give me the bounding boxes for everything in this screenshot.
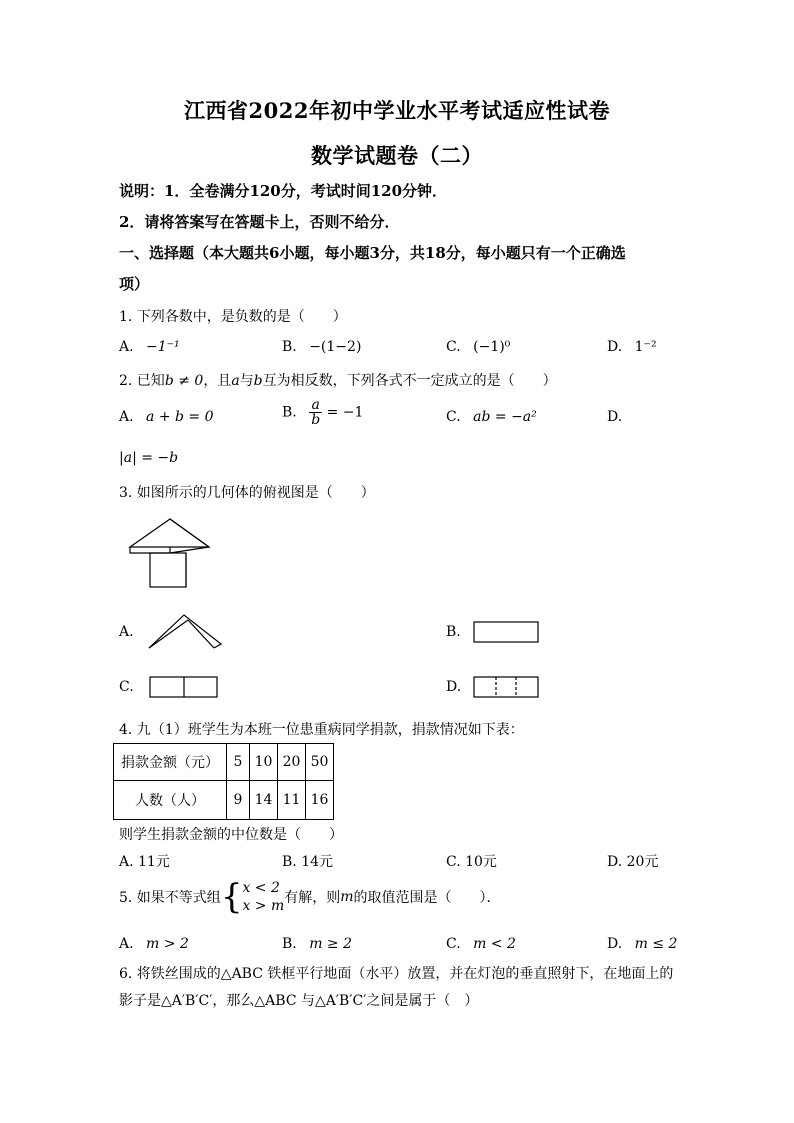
table-cell: 20 <box>278 744 306 781</box>
question-1-option-a[interactable] <box>119 339 180 355</box>
question-4-option-d[interactable]: D. 20元 <box>607 854 659 870</box>
question-6-line-1: 6. 将铁丝围成的△ABC 铁框平行地面（水平）放置，并在灯泡的垂直照射下，在地面上的 <box>119 966 674 982</box>
question-5-stem <box>119 877 501 917</box>
stem-text: 互为相反数，下列各式不一定成立的是（ ） <box>262 373 557 389</box>
instruction-line-2: 2．请将答案写在答题卡上，否则不给分． <box>119 213 400 231</box>
instruction-line-1: 说明：1．全卷满分120分，考试时间120分钟． <box>119 182 448 200</box>
question-3-option-b[interactable]: B. <box>446 624 461 640</box>
stem-math: b ≠ 0 <box>164 373 204 389</box>
stem-text: 有解，则 <box>284 890 341 906</box>
table-cell: 50 <box>306 744 334 781</box>
stem-text: 的取值范围是（ ）． <box>353 890 501 906</box>
table-cell: 11 <box>278 781 306 820</box>
option-label: D. <box>607 409 623 425</box>
question-1-option-c[interactable] <box>446 339 510 355</box>
exam-subtitle: 数学试题卷（二） <box>311 143 483 168</box>
option-label: B. <box>282 404 297 421</box>
question-6-line-2: 影子是△A′B′C′，那么△ABC 与△A′B′C′之间是属于（ ） <box>119 993 479 1009</box>
stem-text: 5. 如果不等式组 <box>119 890 221 906</box>
option-d-figure <box>472 675 542 699</box>
table-cell: 人数（人） <box>114 781 227 820</box>
option-math: m ≥ 2 <box>309 936 353 952</box>
option-label: A. <box>119 936 134 952</box>
option-math: (−1)⁰ <box>473 339 511 355</box>
question-4-stem: 4. 九（1）班学生为本班一位患重病同学捐款，捐款情况如下表： <box>119 722 524 738</box>
table-cell: 10 <box>250 744 278 781</box>
question-2-option-d[interactable] <box>607 409 622 425</box>
table-cell: 9 <box>227 781 250 820</box>
option-c-figure <box>148 675 220 699</box>
question-1-stem: 1. 下列各数中，是负数的是（ ） <box>119 309 347 325</box>
table-row <box>114 781 334 820</box>
question-4-option-b[interactable]: B. 14元 <box>282 854 334 870</box>
option-math: m ≤ 2 <box>634 936 678 952</box>
solid-figure <box>125 513 215 591</box>
stem-text: 与 <box>239 373 254 389</box>
inequality-1: x < 2 <box>242 880 280 896</box>
left-brace: { <box>220 877 243 917</box>
question-3-option-c[interactable]: C. <box>119 679 134 695</box>
question-2-option-d-math: |a| = −b <box>119 450 179 466</box>
question-1-option-d[interactable] <box>607 339 657 355</box>
table-cell: 14 <box>250 781 278 820</box>
question-2-option-b[interactable] <box>282 398 363 427</box>
question-3-option-d[interactable]: D. <box>446 679 462 695</box>
stem-text: ，且 <box>203 373 232 389</box>
question-5-option-c[interactable] <box>446 936 516 952</box>
option-label: A. <box>119 339 134 355</box>
question-2-stem <box>119 370 557 390</box>
stem-math: a <box>231 373 240 389</box>
fraction <box>309 398 322 427</box>
option-math: = −1 <box>326 404 364 421</box>
option-math: −1⁻¹ <box>146 339 180 355</box>
stem-math: b <box>253 373 263 389</box>
fraction-denominator: b <box>311 412 321 428</box>
question-1-option-b[interactable] <box>282 339 361 355</box>
option-math: a + b = 0 <box>146 409 214 425</box>
option-math: −(1−2) <box>309 339 362 355</box>
option-math: 1⁻² <box>634 339 657 355</box>
option-label: D. <box>607 936 623 952</box>
section-heading-cont: 项） <box>119 275 150 293</box>
option-math: ab = −a² <box>473 409 537 425</box>
option-math: m < 2 <box>473 936 516 952</box>
table-row <box>114 744 334 781</box>
donation-table <box>113 743 334 820</box>
question-2-option-c[interactable] <box>446 409 537 425</box>
question-5-option-b[interactable] <box>282 936 352 952</box>
stem-math: m <box>340 889 354 905</box>
table-cell: 5 <box>227 744 250 781</box>
question-5-option-d[interactable] <box>607 936 677 952</box>
question-3-option-a[interactable]: A. <box>119 624 134 640</box>
question-4-option-c[interactable]: C. 10元 <box>446 854 497 870</box>
question-3-stem: 3. 如图所示的几何体的俯视图是（ ） <box>119 485 375 501</box>
stem-text: 2. 已知 <box>119 373 165 389</box>
table-cell: 捐款金额（元） <box>114 744 227 781</box>
option-label: A. <box>119 409 134 425</box>
question-2-option-a[interactable] <box>119 409 214 425</box>
option-label: C. <box>446 339 461 355</box>
option-label: B. <box>282 936 297 952</box>
inequality-2: x > m <box>242 898 285 914</box>
option-label: C. <box>446 409 461 425</box>
question-4-option-a[interactable]: A. 11元 <box>119 854 170 870</box>
question-4-followup: 则学生捐款金额的中位数是（ ） <box>119 827 343 843</box>
option-math: m > 2 <box>146 936 189 952</box>
fraction-numerator: a <box>309 398 322 413</box>
option-label: B. <box>282 339 297 355</box>
section-heading: 一、选择题（本大题共6小题，每小题3分，共18分，每小题只有一个正确选 <box>119 244 626 262</box>
question-5-option-a[interactable] <box>119 936 189 952</box>
exam-title: 江西省2022年初中学业水平考试适应性试卷 <box>184 98 610 123</box>
table-cell: 16 <box>306 781 334 820</box>
option-label: D. <box>607 339 623 355</box>
option-label: C. <box>446 936 461 952</box>
option-a-figure <box>146 610 226 652</box>
inequality-system <box>242 879 284 915</box>
option-b-figure <box>472 620 542 644</box>
